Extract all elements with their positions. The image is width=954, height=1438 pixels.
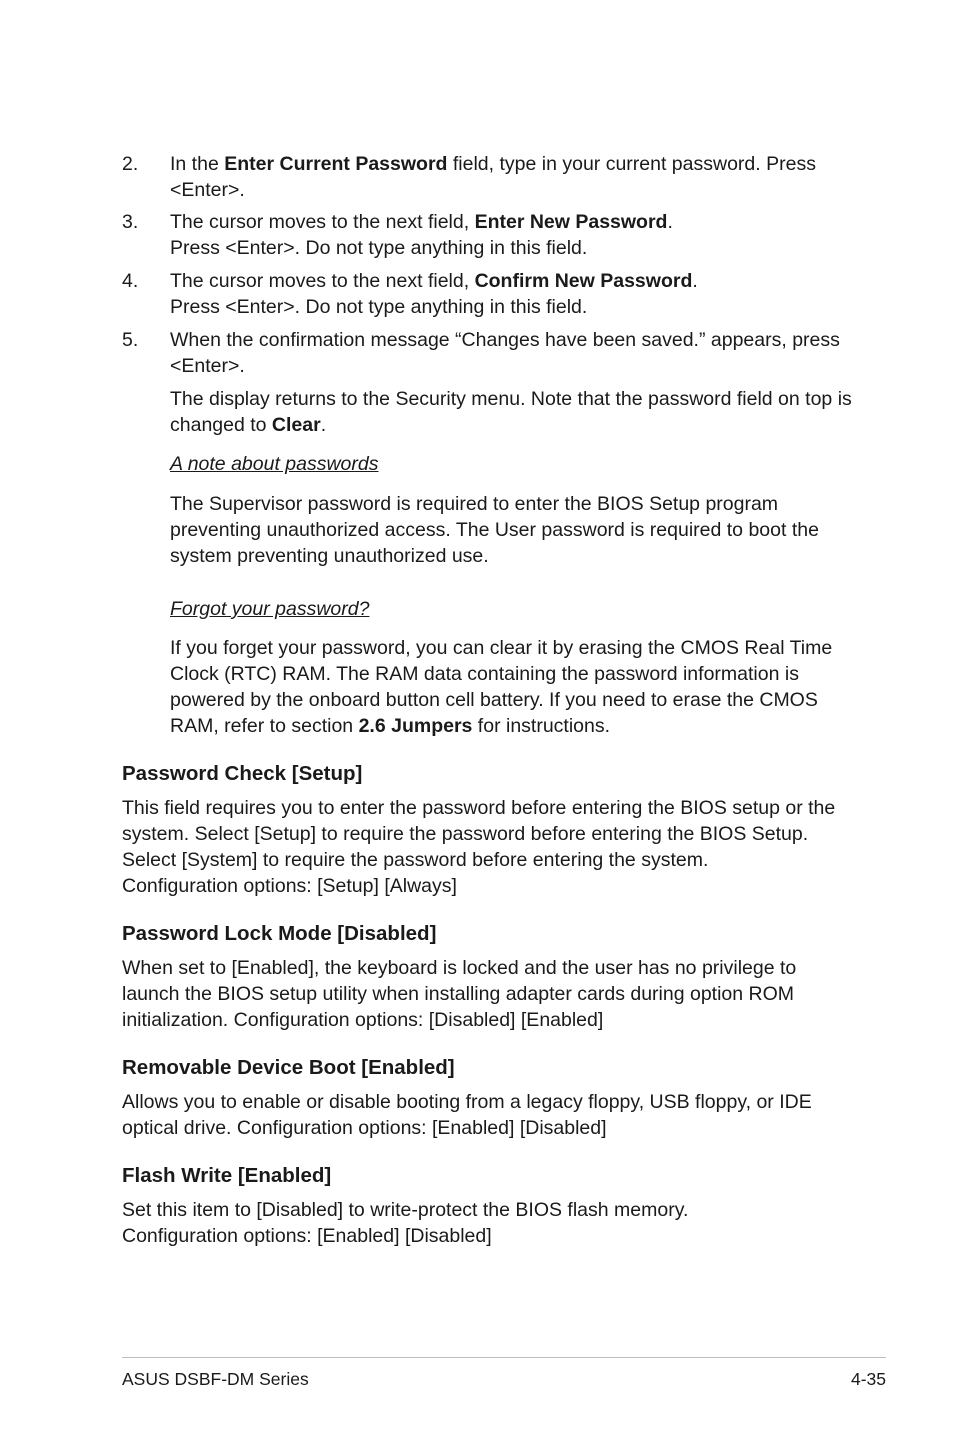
section-text: Set this item to [Disabled] to write-protect the BIOS flash memory. Configuration options: [Enabled] [Disabled] [122, 1199, 689, 1247]
section-text: Allows you to enable or disable booting from a legacy floppy, USB floppy, or IDE optical drive. Configuration options: [Enabled] [Disabled] [122, 1091, 812, 1139]
step-4-text: The cursor moves to the next field, Confirm New Password. Press <Enter>. Do not type anything in this field. [170, 270, 698, 318]
forgot-title: Forgot your password? [170, 598, 370, 620]
forgot-text: If you forget your password, you can clear it by erasing the CMOS Real Time Clock (RTC) RAM. The RAM data containing the password information is powered by the onboard button cell battery. If you need to erase the CMOS RAM, refer to section 2.6 Jumpers for instructions. [170, 637, 833, 737]
section-heading: Removable Device Boot [Enabled] [122, 1056, 455, 1079]
footer-title: ASUS DSBF-DM Series [122, 1369, 309, 1389]
step-3-text: The cursor moves to the next field, Enter New Password. Press <Enter>. Do not type anything in this field. [170, 211, 673, 259]
page-number: 4-35 [850, 1369, 886, 1389]
section-heading: Flash Write [Enabled] [122, 1164, 332, 1187]
step-number: 4. [122, 270, 139, 292]
footer-rule [122, 1357, 886, 1358]
step-5-text: When the confirmation message “Changes have been saved.” appears, press <Enter>. [170, 329, 840, 377]
section-text: When set to [Enabled], the keyboard is locked and the user has no privilege to launch the BIOS setup utility when installing adapter cards during option ROM initialization. Configuration options: [Disabled] [Enabled] [122, 957, 797, 1031]
display-return-text: The display returns to the Security menu. Note that the password field on top is changed to Clear. [170, 388, 852, 436]
step-number: 3. [122, 211, 139, 233]
section-heading: Password Lock Mode [Disabled] [122, 922, 437, 945]
section-heading: Password Check [Setup] [122, 762, 363, 785]
step-number: 2. [122, 153, 139, 175]
step-number: 5. [122, 329, 139, 351]
note-text: The Supervisor password is required to enter the BIOS Setup program preventing unauthorized access. The User password is required to boot the system preventing unauthorized use. [170, 493, 819, 567]
step-2-text: In the Enter Current Password field, type in your current password. Press <Enter>. [170, 153, 816, 201]
note-title: A note about passwords [170, 453, 379, 475]
section-text: This field requires you to enter the password before entering the BIOS setup or the system. Select [Setup] to require the password before entering the BIOS Setup. Select [System] to require the password before entering the system. Configuration options: [Setup] [Always] [122, 797, 836, 897]
